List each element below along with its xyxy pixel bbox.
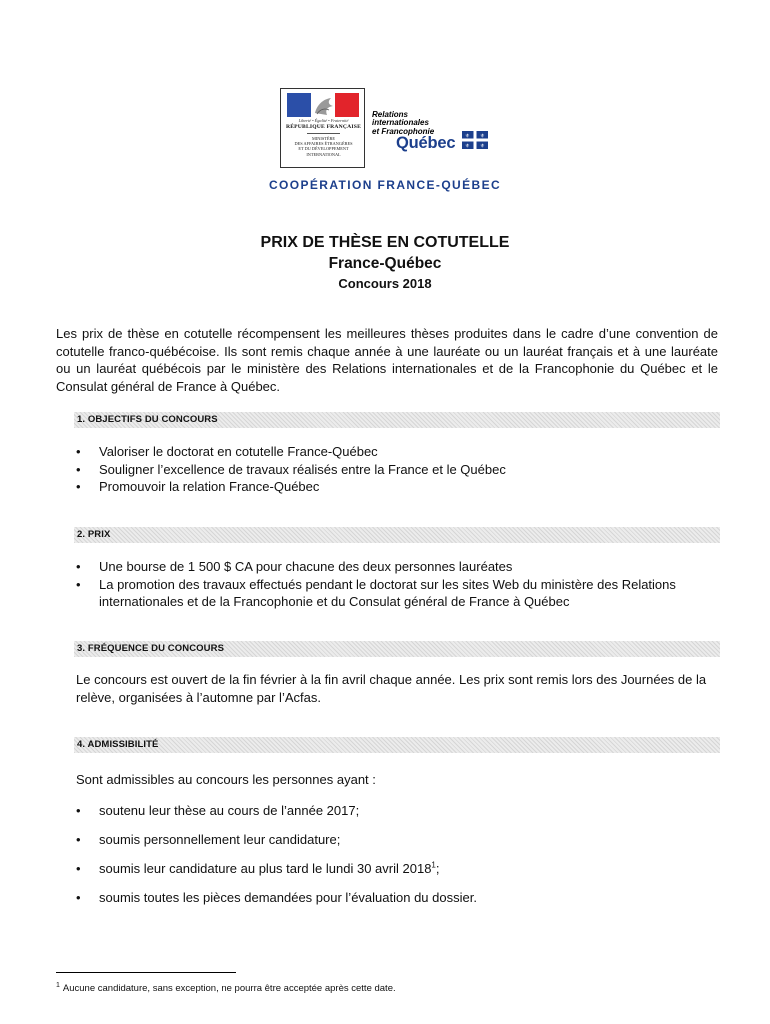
footnote bbox=[56, 983, 396, 994]
section-bar-frequence bbox=[74, 641, 720, 657]
list-item: • Valoriser le doctorat en cotutelle France-Québec bbox=[76, 443, 726, 461]
document-title: PRIX DE THÈSE EN COTUTELLE bbox=[260, 234, 510, 251]
list-item: • La promotion des travaux effectués pendant le doctorat sur les sites Web du ministère des Relations internationales et de la Francophonie et du Consulat général de France à Québec bbox=[76, 576, 726, 611]
svg-text:⚜: ⚜ bbox=[465, 133, 470, 140]
list-item: • Une bourse de 1 500 $ CA pour chacune des deux personnes lauréates bbox=[76, 558, 726, 576]
list-item: • soumis personnellement leur candidature; bbox=[76, 831, 726, 849]
rf-name: RÉPUBLIQUE FRANÇAISE bbox=[285, 124, 362, 130]
list-item-text: soumis leur candidature au plus tard le lundi 30 avril 2018 bbox=[99, 861, 432, 877]
document-subtitle: France-Québec bbox=[328, 255, 442, 272]
list-item: • soutenu leur thèse au cours de l’année 2017; bbox=[76, 802, 726, 820]
footnote-number: 1 bbox=[56, 981, 60, 989]
list-item: • soumis toutes les pièces demandées pour l’évaluation du dossier. bbox=[76, 889, 726, 907]
list-item bbox=[76, 860, 726, 878]
qc-ministry-name: Relations internationales et Francophonie bbox=[372, 110, 435, 136]
quebec-logo bbox=[372, 111, 492, 156]
list-item-suffix: ; bbox=[435, 861, 440, 877]
document-year: Concours 2018 bbox=[338, 276, 432, 291]
svg-text:⚜: ⚜ bbox=[465, 143, 470, 149]
svg-text:⚜: ⚜ bbox=[480, 143, 485, 149]
footnote-rule bbox=[56, 972, 236, 973]
republique-francaise-logo bbox=[280, 88, 365, 168]
rf-ministry-name: MINISTÈRE DES AFFAIRES ÉTRANGÈRES ET DU DÉVELOPPEMENT INTERNATIONAL bbox=[294, 136, 353, 157]
rf-divider bbox=[307, 133, 340, 134]
intro-paragraph: Les prix de thèse en cotutelle récompensent les meilleures thèses produites dans le cadre d’une convention de cotutelle franco-québécoise. Ils sont remis chaque année à une lauréate ou un lauréat français et à une lauréate ou un lauréat québécois par le ministère des Relations internationales et de la Francophonie du Québec et le Consulat général de France à Québec. bbox=[56, 326, 718, 394]
qc-wordmark: Québec bbox=[396, 134, 456, 152]
marianne-flag-icon bbox=[287, 93, 359, 117]
section-heading: 3. FRÉQUENCE DU CONCOURS bbox=[77, 643, 225, 654]
admissibilite-intro: Sont admissibles au concours les personnes ayant : bbox=[76, 772, 376, 787]
quebec-flag-icon bbox=[462, 131, 488, 149]
objectifs-list bbox=[76, 443, 726, 496]
list-item: • Souligner l’excellence de travaux réalisés entre la France et le Québec bbox=[76, 461, 726, 479]
section-bar-admissibilite bbox=[74, 737, 720, 753]
svg-text:⚜: ⚜ bbox=[480, 133, 485, 140]
section-heading: 4. ADMISSIBILITÉ bbox=[77, 739, 159, 750]
footnote-text: Aucune candidature, sans exception, ne pourra être acceptée après cette date. bbox=[62, 983, 396, 994]
section-heading: 2. PRIX bbox=[77, 529, 111, 540]
cooperation-banner: COOPÉRATION FRANCE-QUÉBEC bbox=[268, 178, 502, 192]
frequence-paragraph: Le concours est ouvert de la fin février à la fin avril chaque année. Les prix sont remis lors des Journées de la relève, organisées à l’automne par l’Acfas. bbox=[76, 672, 707, 705]
admissibilite-list bbox=[76, 802, 726, 918]
prix-list bbox=[76, 558, 726, 611]
section-bar-objectifs bbox=[74, 412, 720, 428]
section-bar-prix bbox=[74, 527, 720, 543]
footnote-reference[interactable]: 1 bbox=[431, 860, 436, 870]
list-item: • Promouvoir la relation France-Québec bbox=[76, 478, 726, 496]
rf-motto: Liberté • Égalité • Fraternité bbox=[298, 118, 349, 123]
section-heading: 1. OBJECTIFS DU CONCOURS bbox=[77, 414, 218, 425]
